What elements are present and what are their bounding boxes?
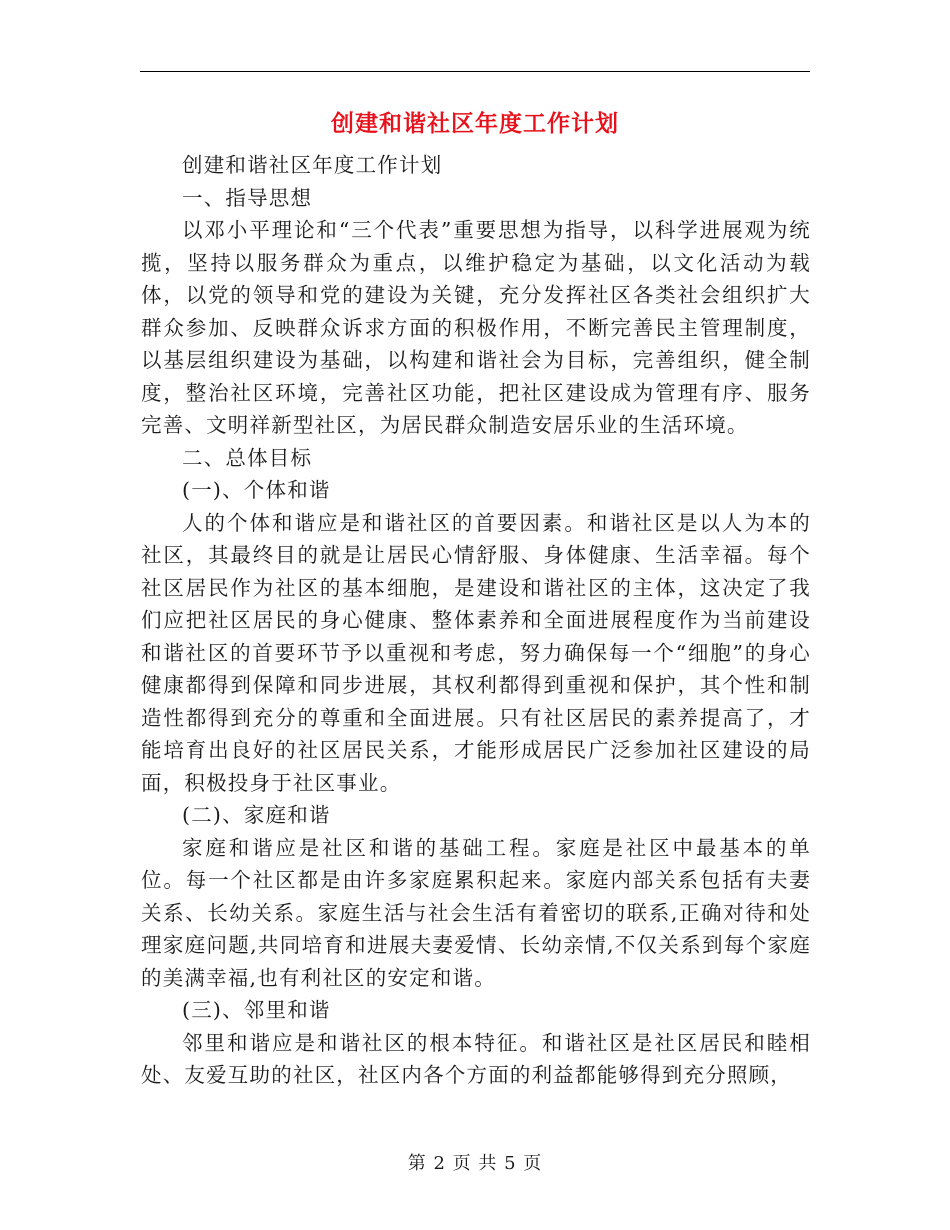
section-heading: 一、指导思想 (182, 185, 313, 210)
subsection-heading: (二)、家庭和谐 (182, 803, 331, 827)
page-footer: 第 2 页 共 5 页 (407, 1153, 543, 1174)
body-paragraph: 家庭和谐应是社区和谐的基础工程。家庭是社区中最基本的单位。每一个社区都是由许多家庭累积起来。家庭内部关系包括有夫妻关系、长幼关系。家庭生活与社会生活有着密切的联系,正确对待和处理家庭问题,共同培育和进展夫妻爱情、长幼亲情,不仅关系到每个家庭的美满幸福,也有利社区的安定和谐。 (141, 835, 811, 990)
section-heading: 二、总体目标 (182, 445, 313, 470)
body-paragraph: 以邓小平理论和“三个代表”重要思想为指导，以科学进展观为统揽，坚持以服务群众为重点，以维护稳定为基础，以文化活动为载体，以党的领导和党的建设为关键，充分发挥社区各类社会组织扩大群众参加、反映群众诉求方面的积极作用，不断完善民主管理制度，以基层组织建设为基础，以构建和谐社会为目标，完善组织，健全制度，整治社区环境，完善社区功能，把社区建设成为管理有序、服务完善、文明祥新型社区，为居民群众制造安居乐业的生活环境。 (141, 218, 811, 437)
header-rule (140, 71, 810, 72)
body-paragraph: 人的个体和谐应是和谐社区的首要因素。和谐社区是以人为本的社区，其最终目的就是让居民心情舒服、身体健康、生活幸福。每个社区居民作为社区的基本细胞，是建设和谐社区的主体，这决定了我们应把社区居民的身心健康、整体素养和全面进展程度作为当前建设和谐社区的首要环节予以重视和考虑，努力确保每一个“细胞”的身心健康都得到保障和同步进展，其权利都得到重视和保护，其个性和制造性都得到充分的尊重和全面进展。只有社区居民的素养提高了，才能培育出良好的社区居民关系，才能形成居民广泛参加社区建设的局面，积极投身于社区事业。 (141, 510, 811, 795)
subsection-heading: (一)、个体和谐 (182, 478, 331, 502)
body-paragraph: 邻里和谐应是和谐社区的根本特征。和谐社区是社区居民和睦相处、友爱互助的社区，社区内各个方面的利益都能够得到充分照顾， (141, 1030, 811, 1087)
document-body (141, 149, 811, 1092)
body-paragraph: 创建和谐社区年度工作计划 (182, 153, 443, 177)
document-title: 创建和谐社区年度工作计划 (331, 111, 619, 137)
subsection-heading: (三)、邻里和谐 (182, 998, 331, 1022)
